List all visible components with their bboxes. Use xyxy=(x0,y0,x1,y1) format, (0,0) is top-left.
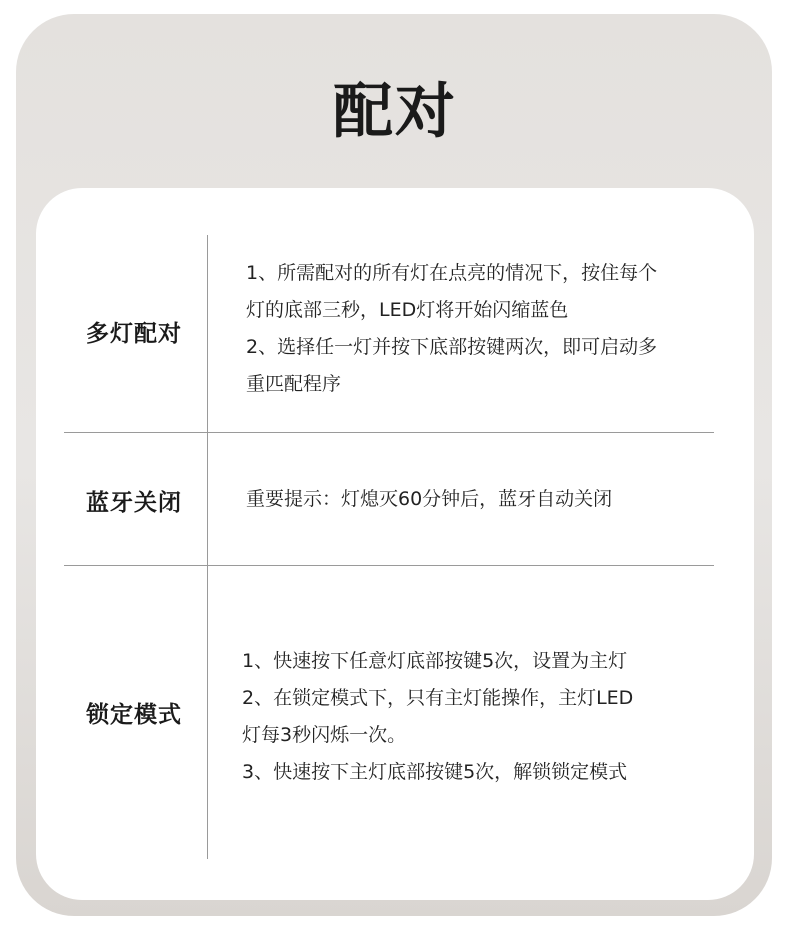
section-content-bluetooth-off xyxy=(246,481,612,518)
section-label-multi-light-pairing: 多灯配对 xyxy=(86,321,182,347)
section-content-lock-mode xyxy=(242,643,633,791)
content-line: 1、所需配对的所有灯在点亮的情况下，按住每个 xyxy=(246,262,658,284)
content-line: 重要提示：灯熄灭60分钟后，蓝牙自动关闭 xyxy=(246,488,613,510)
content-line: 2、在锁定模式下，只有主灯能操作，主灯LED xyxy=(242,687,634,709)
content-line: 灯的底部三秒，LED灯将开始闪缩蓝色 xyxy=(246,299,569,321)
section-label-bluetooth-off: 蓝牙关闭 xyxy=(86,490,182,516)
row-divider xyxy=(64,432,714,433)
section-label-lock-mode: 锁定模式 xyxy=(86,702,182,728)
content-line: 灯每3秒闪烁一次。 xyxy=(242,724,407,746)
content-line: 1、快速按下任意灯底部按键5次，设置为主灯 xyxy=(242,650,628,672)
content-line: 重匹配程序 xyxy=(246,373,342,395)
row-divider xyxy=(64,565,714,566)
page-title: 配对 xyxy=(333,77,457,147)
column-divider xyxy=(207,235,208,859)
section-content-multi-light-pairing xyxy=(246,255,657,403)
content-line: 3、快速按下主灯底部按键5次，解锁锁定模式 xyxy=(242,761,628,783)
content-line: 2、选择任一灯并按下底部按键两次，即可启动多 xyxy=(246,336,658,358)
